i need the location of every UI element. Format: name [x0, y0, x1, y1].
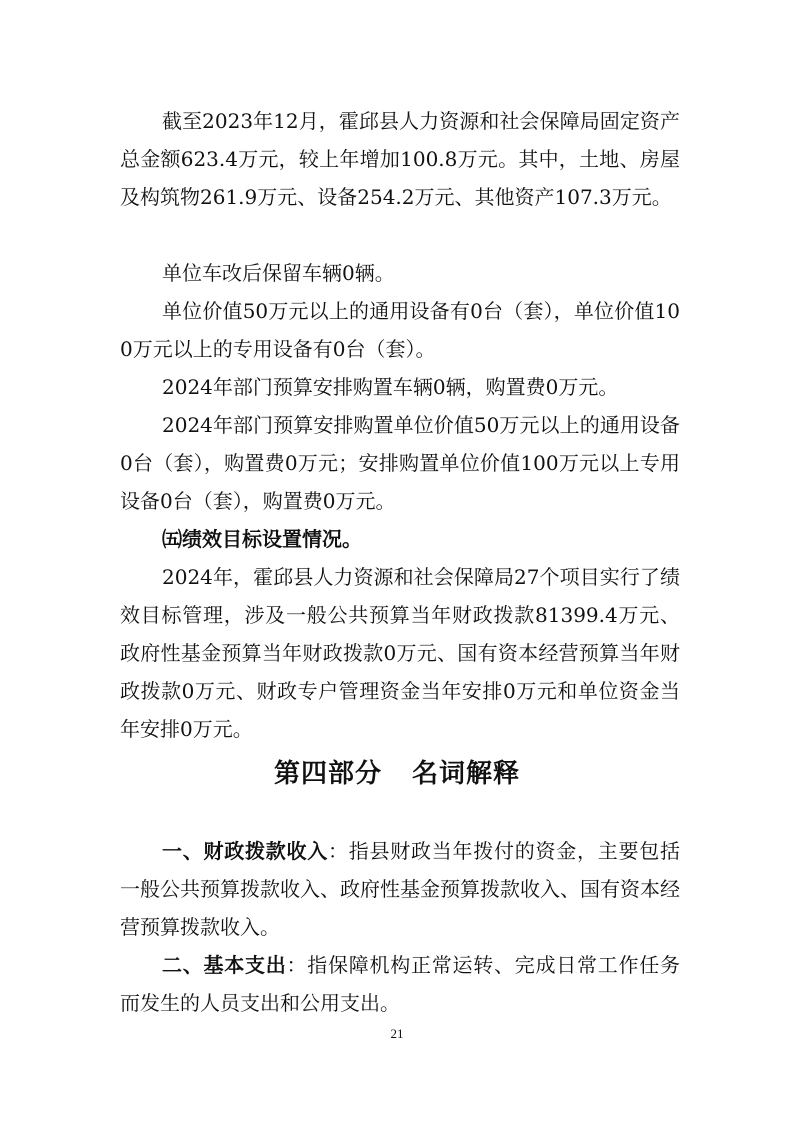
assets-paragraph: 截至2023年12月，霍邱县人力资源和社会保障局固定资产总金额623.4万元，较上年增加100.8万元。其中，土地、房屋及构筑物261.9万元、设备254.2万元、其他资产107.3万元。: [120, 109, 680, 209]
term-label: 二、基本支出: [162, 953, 287, 977]
section-title-part: 第四部分: [273, 759, 382, 789]
term-definition-basic-expenditure: [120, 946, 680, 1022]
equipment-budget-paragraph: 2024年部门预算安排购置单位价值50万元以上的通用设备0台（套），购置费0万元；安排购置单位价值100万元以上专用设备0台（套），购置费0万元。: [120, 413, 680, 513]
term-definition-text: ：指保障机构正常运转、完成日常工作任务而发生的人员支出和公用支出。: [120, 953, 680, 1015]
vehicles-paragraph: 单位车改后保留车辆0辆。: [162, 261, 395, 285]
page-number: 21: [390, 1026, 404, 1041]
performance-heading: ㈤绩效目标设置情况。: [162, 527, 362, 551]
performance-paragraph: 2024年，霍邱县人力资源和社会保障局27个项目实行了绩效目标管理，涉及一般公共预算当年财政拨款81399.4万元、政府性基金预算当年财政拨款0万元、国有资本经营预算当年财政拨款0万元、财政专户管理资金当年安排0万元和单位资金当年安排0万元。: [120, 565, 680, 741]
term-label: 一、财政拨款收入: [162, 839, 328, 863]
section-title: [0, 752, 794, 796]
section-title-name: 名词解释: [412, 759, 521, 789]
term-definition-fiscal-income: [120, 832, 680, 946]
term-definition-text: ：指县财政当年拨付的资金，主要包括一般公共预算拨款收入、政府性基金预算拨款收入、国有资本经营预算拨款收入。: [120, 839, 680, 939]
equipment-paragraph: 单位价值50万元以上的通用设备有0台（套），单位价值100万元以上的专用设备有0台（套）。: [120, 299, 680, 361]
vehicle-budget-paragraph: 2024年部门预算安排购置车辆0辆，购置费0万元。: [162, 375, 619, 399]
